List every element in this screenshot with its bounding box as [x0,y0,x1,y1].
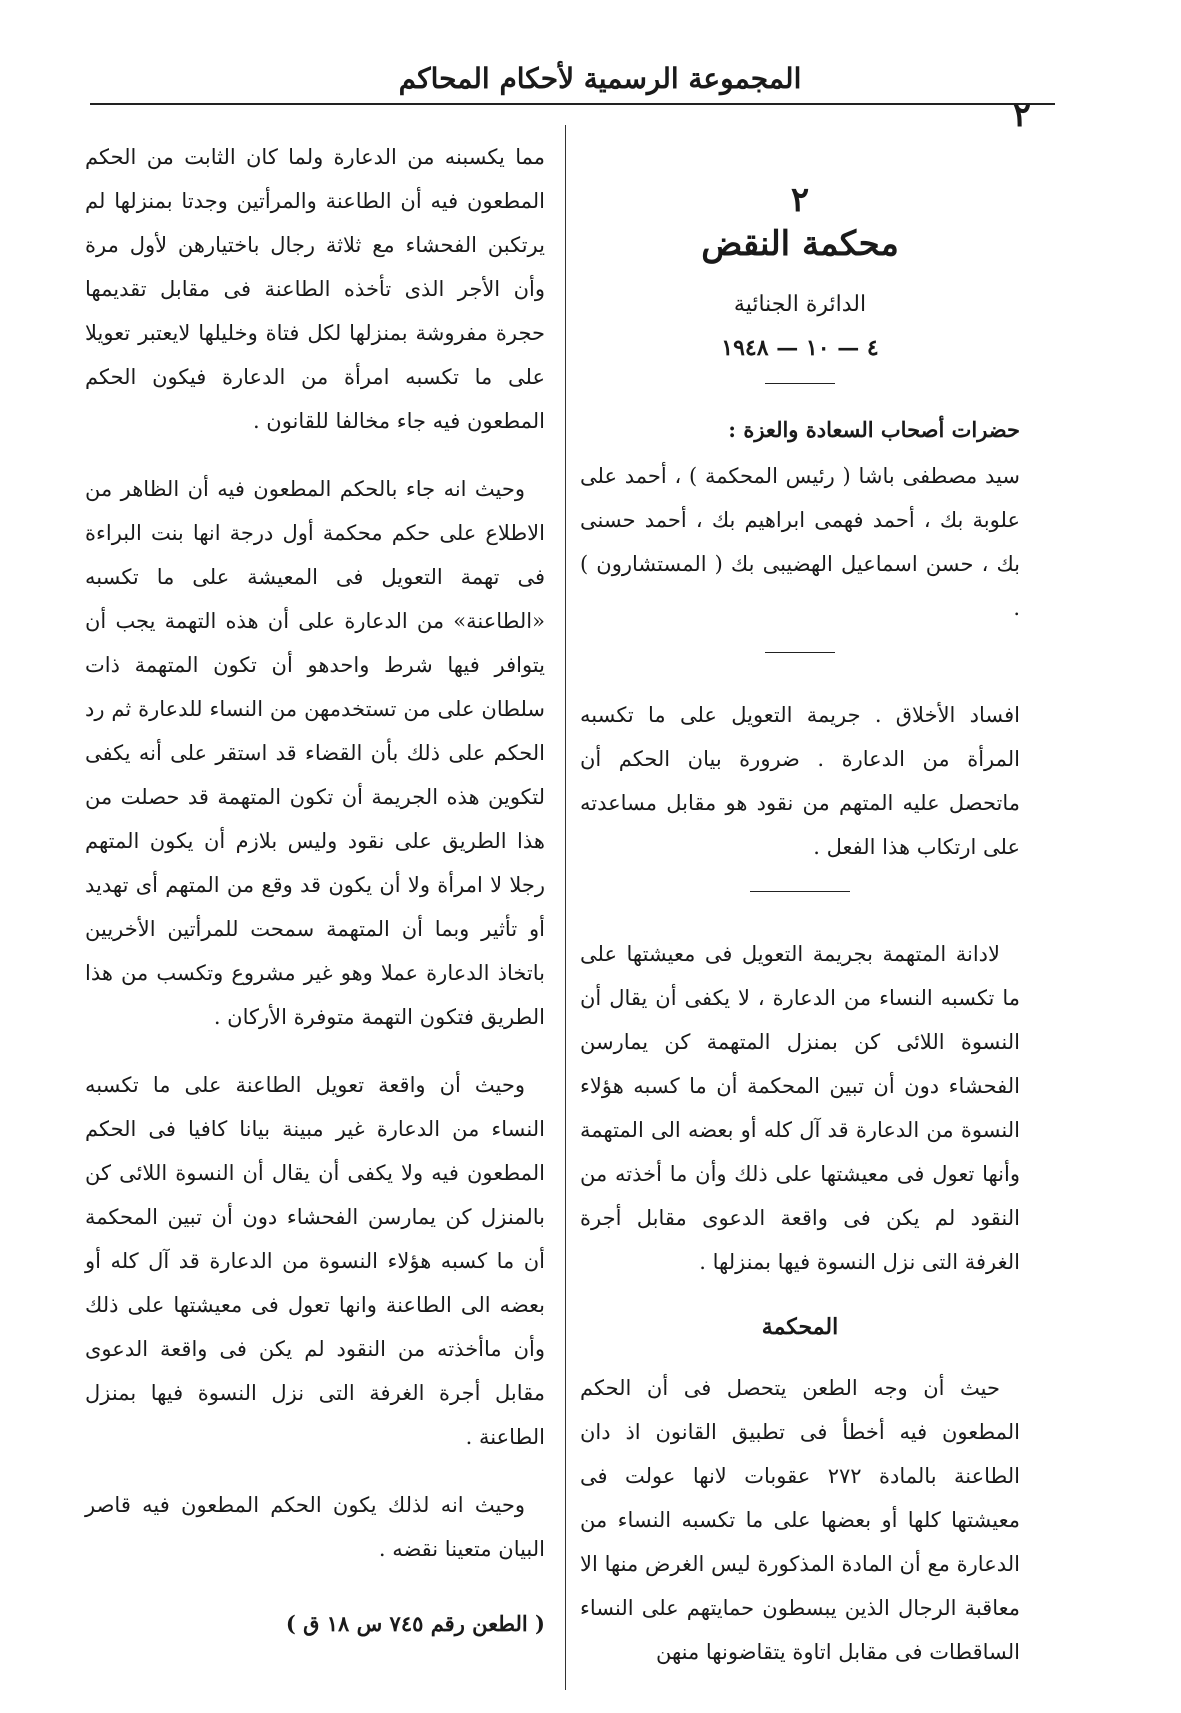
left-column [85,135,545,1636]
separator-rule [765,652,835,653]
salutation: حضرات أصحاب السعادة والعزة : [728,417,1020,442]
right-column [580,140,1020,1674]
case-number: ٢ [790,180,810,220]
header-rule [90,103,1055,105]
ruling-paragraph: وحيث انه لذلك يكون الحكم المطعون فيه قاصر البيان متعينا نقضه . [85,1493,545,1561]
page-number: ٢ [1012,95,1031,135]
circuit-name: الدائرة الجنائية [733,292,867,317]
separator-rule [765,383,835,384]
case-date: ٤ — ١٠ — ١٩٤٨ [721,335,879,361]
appeal-citation: ( الطعن رقم ٧٤٥ س ١٨ ق ) [285,1611,545,1636]
legal-principle: لادانة المتهمة بجريمة التعويل فى معيشتها على ما تكسبه النساء من الدعارة ، لا يكفى أن يقال أن النسوة اللائى كن بمنزل المتهمة كن يمارسن الفحشاء دون أن تبين المحكمة أن ما كسبه هؤلاء النسوة من الدعارة قد آل كله أو بعضه الى المتهمة وأنها تعول فى معيشتها على ذلك وأن ما أخذته من النقود لم يكن فى واقعة الدعوى مقابل أجرة الغرفة التى نزل النسوة فيها بمنزلها . [580,942,1020,1274]
ruling-text: حيث أن وجه الطعن يتحصل فى أن الحكم المطعون فيه أخطأ فى تطبيق القانون اذ دان الطاعنة بالمادة ٢٧٢ عقوبات لانها عولت فى معيشتها كلها أو بعضها على ما تكسبه النساء من الدعارة مع أن المادة المذكورة ليس الغرض منها الا معاقبة الرجال الذين يبسطون حمايتهم على النساء الساقطات فى مقابل اتاوة يتقاضونها منهن [580,1376,1020,1664]
ruling-paragraph: مما يكسبنه من الدعارة ولما كان الثابت من الحكم المطعون فيه أن الطاعنة والمرأتين وجدتا بمنزلها لم يرتكبن الفحشاء مع ثلاثة رجال باختيارهن لأول مرة وأن الأجر الذى تأخذه الطاعنة فى مقابل تقديمها حجرة مفروشة بمنزلها لكل فتاة وخليلها لايعتبر تعويلا على ما تكسبه امرأة من الدعارة فيكون الحكم المطعون فيه جاء مخالفا للقانون . [85,145,545,433]
ruling-paragraph: وحيث أن واقعة تعويل الطاعنة على ما تكسبه النساء من الدعارة غير مبينة بيانا كافيا فى الحكم المطعون فيه ولا يكفى أن يقال أن النسوة اللائى كن بالمنزل كن يمارسن الفحشاء دون أن تبين المحكمة أن ما كسبه هؤلاء النسوة من الدعارة قد آل كله أو بعضه الى الطاعنة وانها تعول فى معيشتها على ذلك وأن ماأخذته من النقود لم يكن فى واقعة الدعوى مقابل أجرة الغرفة التى نزل النسوة فيها بمنزل الطاعنة . [85,1073,545,1449]
court-name: محكمة النقض [701,224,899,264]
column-divider [565,125,566,1690]
journal-title: المجموعة الرسمية لأحكام المحاكم [398,62,802,95]
judges-list: سيد مصطفى باشا ( رئيس المحكمة ) ، أحمد على علوبة بك ، أحمد فهمى ابراهيم بك ، أحمد حسنى بك ، حسن اسماعيل الهضيبى بك ( المستشارون ) . [580,464,1020,620]
case-summary: افساد الأخلاق . جريمة التعويل على ما تكسبه المرأة من الدعارة . ضرورة بيان الحكم أن ماتحصل عليه المتهم من نقود هو مقابل مساعدته على ارتكاب هذا الفعل . [580,703,1020,859]
ruling-paragraph: وحيث انه جاء بالحكم المطعون فيه أن الظاهر من الاطلاع على حكم محكمة أول درجة انها بنت البراءة فى تهمة التعويل فى المعيشة على ما تكسبه «الطاعنة» من الدعارة على أن هذه التهمة يجب أن يتوافر فيها شرط واحدهو أن تكون المتهمة ذات سلطان على من تستخدمهن من النساء للدعارة ثم رد الحكم على ذلك بأن القضاء قد استقر على أنه يكفى لتكوين هذه الجريمة أن تكون المتهمة قد حصلت من هذا الطريق على نقود وليس بلازم أن يكون المتهم رجلا لا امرأة ولا أن يكون قد وقع من المتهم أى تهديد أو تأثير وبما أن المتهمة سمحت للمرأتين الأخريين باتخاذ الدعارة عملا وهو غير مشروع وتكسب من هذا الطريق فتكون التهمة متوفرة الأركان . [85,477,545,1029]
separator-rule [750,891,850,892]
court-heading: المحكمة [761,1314,839,1340]
